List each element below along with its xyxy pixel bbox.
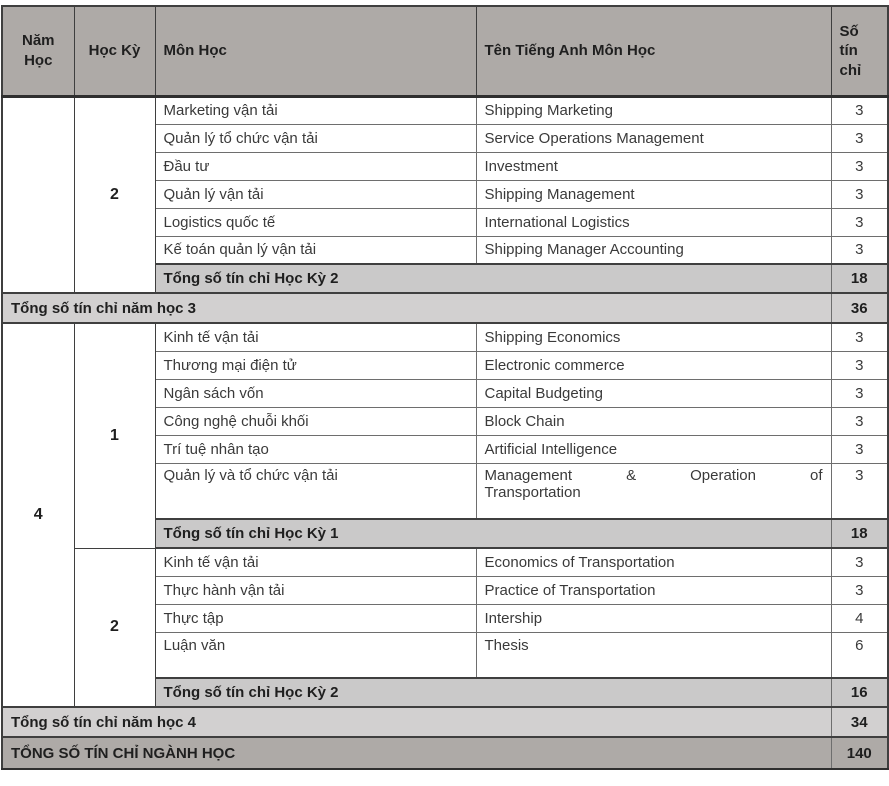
year-3-cell	[2, 96, 74, 293]
course-credits: 3	[831, 208, 888, 236]
semester-total-label: Tổng số tín chỉ Học Kỳ 1	[155, 519, 831, 548]
grand-total-label: TỔNG SỐ TÍN CHỈ NGÀNH HỌC	[2, 737, 831, 769]
semester-2-cell-year4: 2	[74, 548, 155, 707]
course-name-vi: Marketing vận tải	[155, 96, 476, 124]
course-row	[2, 548, 888, 576]
course-credits: 3	[831, 124, 888, 152]
course-name-en: Service Operations Management	[476, 124, 831, 152]
course-name-en: Artificial Intelligence	[476, 435, 831, 463]
grand-total-row	[2, 737, 888, 769]
course-name-vi: Luận văn	[155, 632, 476, 678]
semester-total-credits: 18	[831, 264, 888, 293]
course-name-en: Capital Budgeting	[476, 379, 831, 407]
table-header-row	[2, 6, 888, 96]
course-credits: 3	[831, 407, 888, 435]
course-name-en: Shipping Management	[476, 180, 831, 208]
year-4-cell: 4	[2, 323, 74, 707]
course-credits: 3	[831, 152, 888, 180]
course-name-en: Economics of Transportation	[476, 548, 831, 576]
course-name-vi: Trí tuệ nhân tạo	[155, 435, 476, 463]
course-name-en: Shipping Economics	[476, 323, 831, 351]
course-name-vi: Kinh tế vận tải	[155, 548, 476, 576]
course-name-en: Block Chain	[476, 407, 831, 435]
column-header-hoc-ky: Học Kỳ	[74, 6, 155, 96]
course-name-en: Electronic commerce	[476, 351, 831, 379]
course-name-vi: Kế toán quản lý vận tải	[155, 236, 476, 264]
course-credits: 3	[831, 236, 888, 264]
course-name-vi: Ngân sách vốn	[155, 379, 476, 407]
course-row	[2, 323, 888, 351]
course-credits: 3	[831, 463, 888, 519]
course-name-en: Shipping Manager Accounting	[476, 236, 831, 264]
year-total-row	[2, 707, 888, 737]
course-name-vi: Thực tập	[155, 604, 476, 632]
course-name-vi: Quản lý và tổ chức vận tải	[155, 463, 476, 519]
year-total-label: Tổng số tín chỉ năm học 3	[2, 293, 831, 323]
course-credits: 3	[831, 576, 888, 604]
course-name-vi: Logistics quốc tế	[155, 208, 476, 236]
course-name-vi: Quản lý vận tải	[155, 180, 476, 208]
year-total-credits: 34	[831, 707, 888, 737]
semester-total-label: Tổng số tín chỉ Học Kỳ 2	[155, 678, 831, 707]
course-credits: 3	[831, 323, 888, 351]
year-total-row	[2, 293, 888, 323]
column-header-mon-hoc: Môn Học	[155, 6, 476, 96]
course-credits: 3	[831, 435, 888, 463]
course-credits: 3	[831, 180, 888, 208]
course-name-vi: Thương mại điện tử	[155, 351, 476, 379]
course-name-vi: Đầu tư	[155, 152, 476, 180]
course-name-vi: Công nghệ chuỗi khối	[155, 407, 476, 435]
course-name-vi: Quản lý tổ chức vận tải	[155, 124, 476, 152]
course-name-en	[476, 463, 831, 519]
semester-1-cell-year4: 1	[74, 323, 155, 548]
course-name-vi: Kinh tế vận tải	[155, 323, 476, 351]
column-header-nam-hoc: Năm Học	[2, 6, 74, 96]
curriculum-table	[1, 5, 889, 770]
course-name-vi: Thực hành vận tải	[155, 576, 476, 604]
course-name-en: Investment	[476, 152, 831, 180]
course-name-en-line1: Management & Operation of	[484, 466, 823, 484]
year-total-credits: 36	[831, 293, 888, 323]
year-total-label: Tổng số tín chỉ năm học 4	[2, 707, 831, 737]
course-credits: 3	[831, 351, 888, 379]
course-name-en: Thesis	[476, 632, 831, 678]
course-credits: 3	[831, 96, 888, 124]
course-name-en: Practice of Transportation	[476, 576, 831, 604]
semester-total-credits: 18	[831, 519, 888, 548]
course-name-en: Shipping Marketing	[476, 96, 831, 124]
course-name-en: Intership	[476, 604, 831, 632]
course-credits: 3	[831, 548, 888, 576]
semester-total-credits: 16	[831, 678, 888, 707]
course-name-en: International Logistics	[476, 208, 831, 236]
course-credits: 4	[831, 604, 888, 632]
course-row	[2, 96, 888, 124]
semester-total-label: Tổng số tín chỉ Học Kỳ 2	[155, 264, 831, 293]
column-header-ten-tieng-anh: Tên Tiếng Anh Môn Học	[476, 6, 831, 96]
grand-total-credits: 140	[831, 737, 888, 769]
course-credits: 3	[831, 379, 888, 407]
column-header-so-tin-chi: Số tín chỉ	[831, 6, 888, 96]
semester-2-cell-year3: 2	[74, 96, 155, 293]
course-credits: 6	[831, 632, 888, 678]
course-name-en-line2: Transportation	[484, 483, 581, 501]
